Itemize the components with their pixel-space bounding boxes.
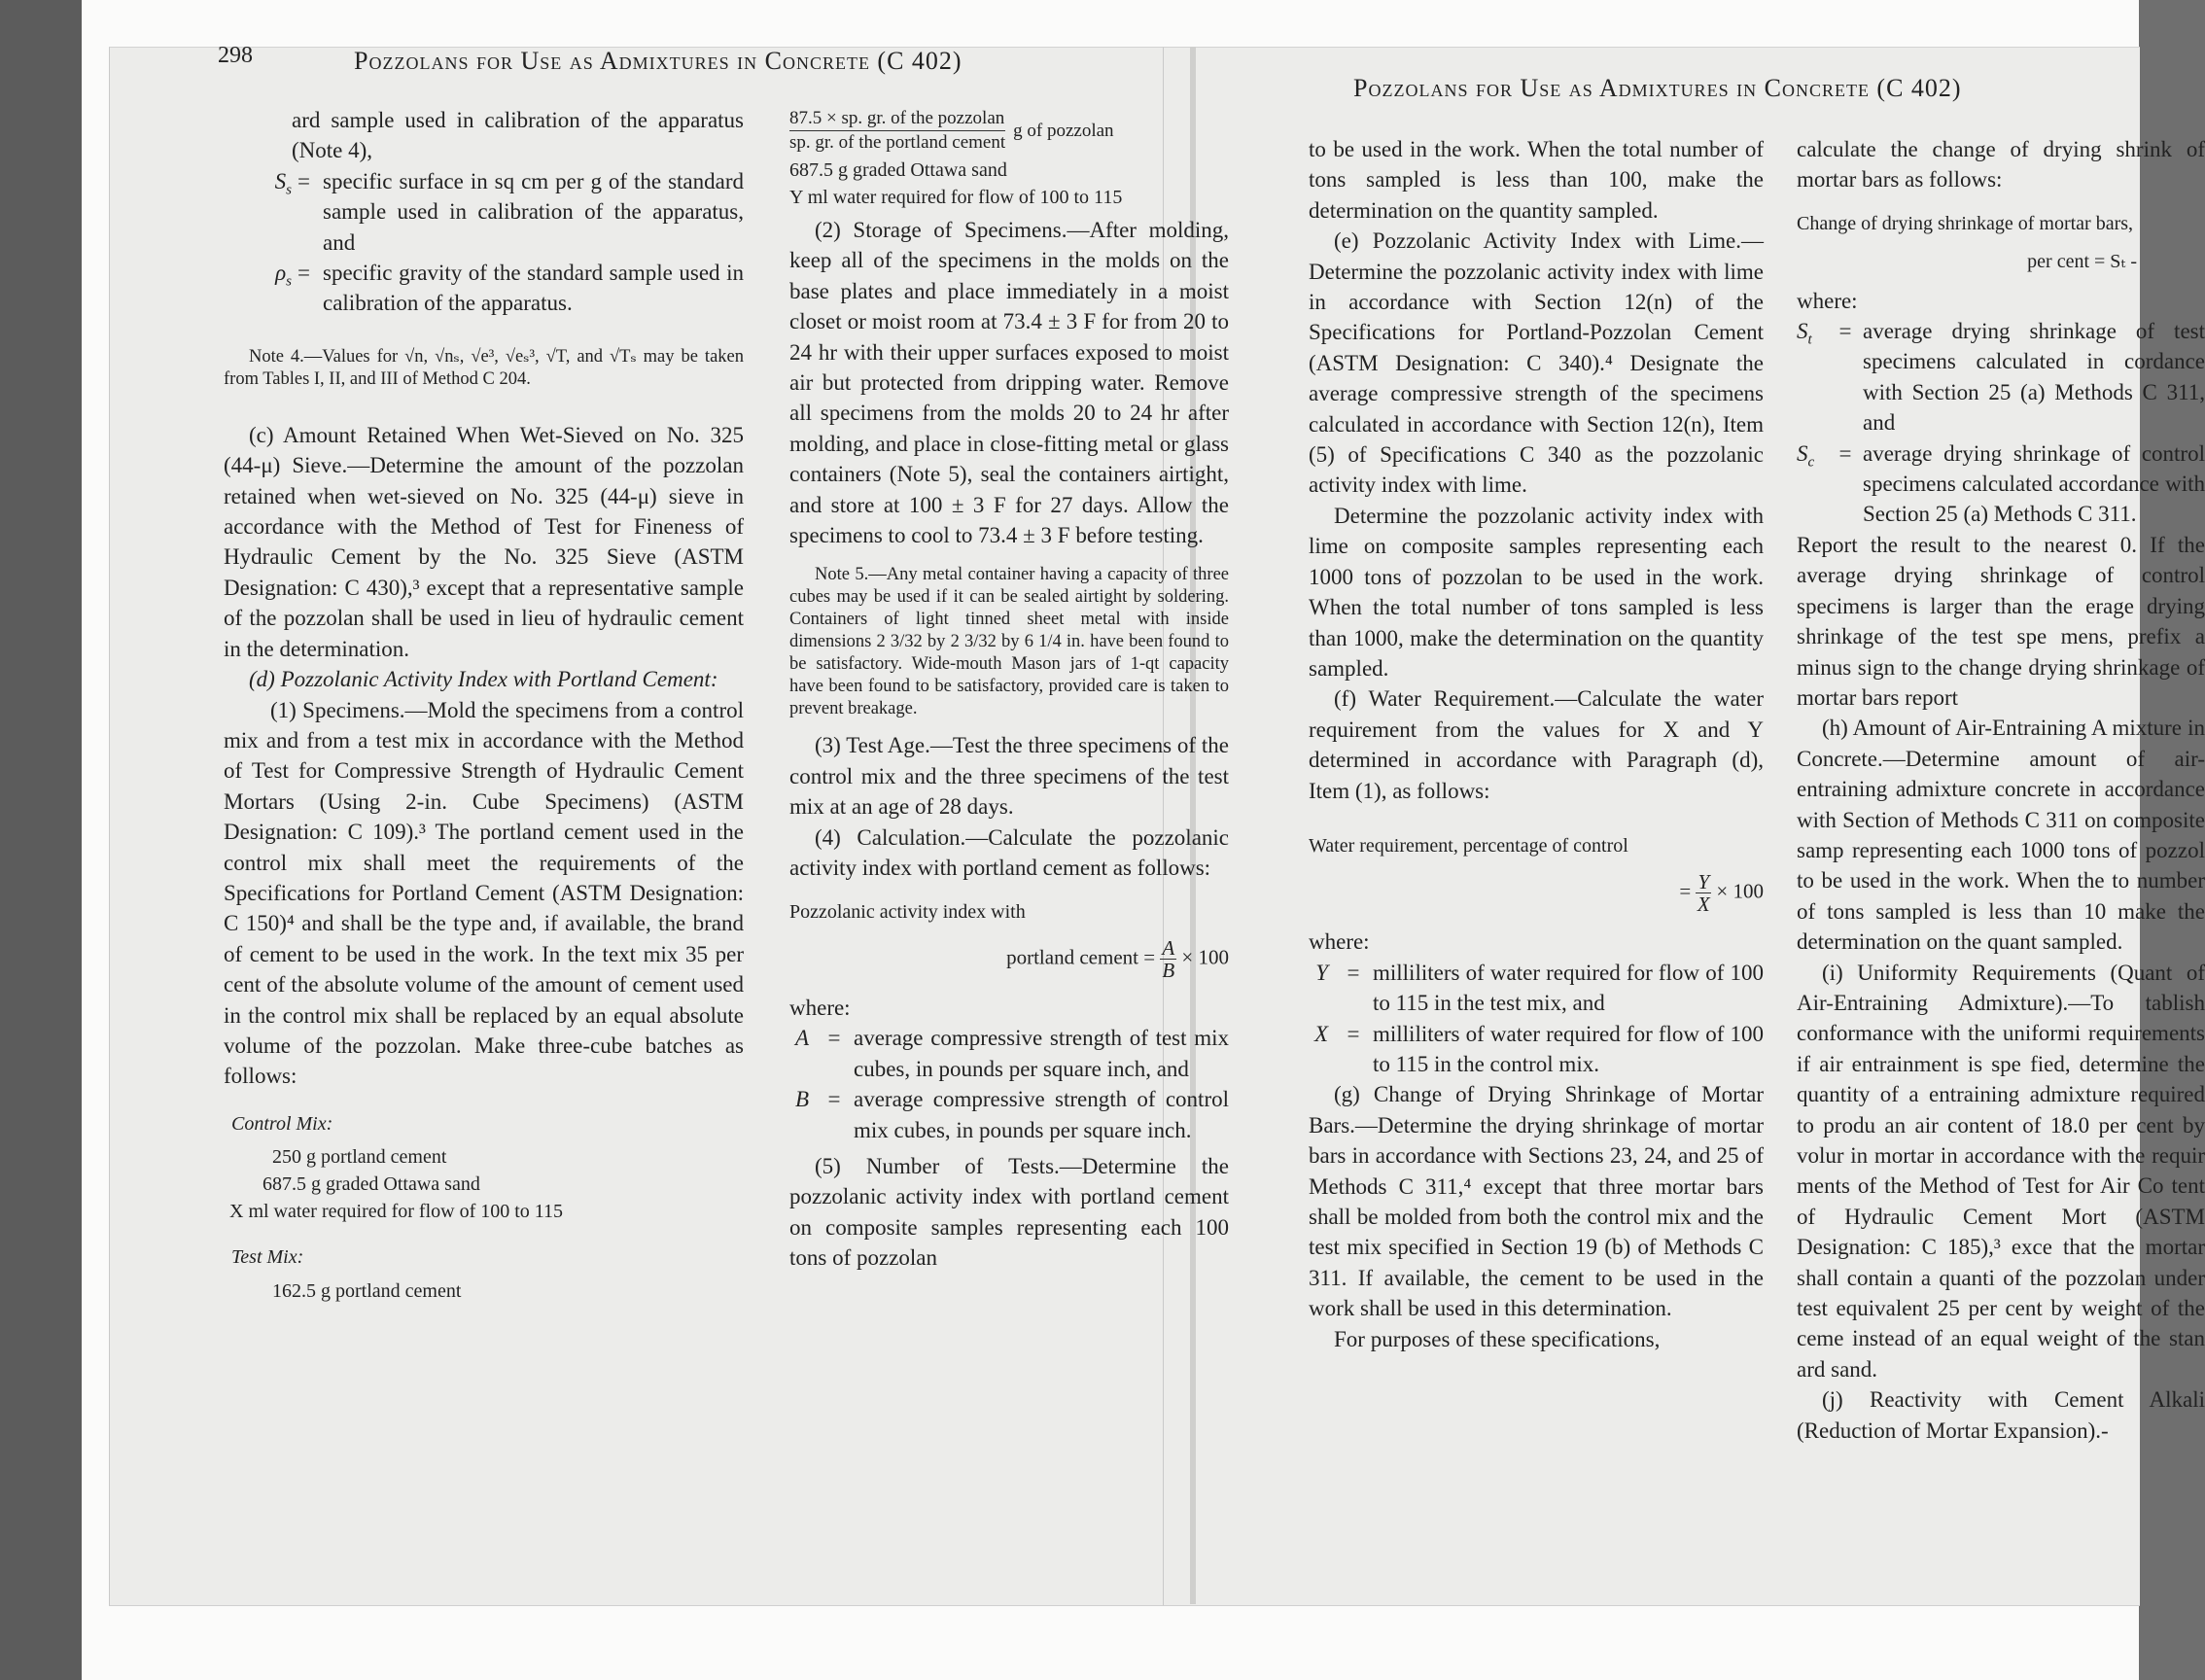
- section-c: (c) Amount Retained When Wet-Sieved on No. 325 (44-μ) Sieve.—Determine the amount of the pozzolan retained when wet-sieved on No. 325 (44-μ) sieve in accordance with the Method of Test for Fineness of Hydraulic Cement by the No. 325 Sieve (ASTM Designation: C 430),³ except that a representative sample of the pozzolan shall be used in lieu of hydraulic cement in the determination.: [224, 422, 744, 661]
- equals-sign: =: [1347, 960, 1360, 985]
- scanner-edge: [0, 0, 82, 1680]
- equals-sign: =: [1838, 319, 1852, 344]
- definition-text: milliliters of water required for flow of 100 to 115 in the control mix.: [1373, 1021, 1764, 1076]
- formula-label: Change of drying shrinkage of mortar bars,: [1797, 212, 2134, 234]
- fraction-numerator: Y: [1698, 870, 1710, 894]
- section-d-1: (1) Specimens.—Mold the specimens from a control mix and from a test mix in accordance with the Method of Test for Compressive Strength of Hydraulic Cement Mortars (Using 2-in. Cube Specimens) (ASTM Designation: C 109).³ The portland cement used in the control mix shall meet the requirements of the Specifications for Portland Cement (ASTM Designation: C 150)⁴ and shall be the type and, if available, the brand of cement to be used in the work. In the text mix 35 per cent of the absolute volume of the amount of cement used in the control mix shall be replaced by an equal absolute volume of the pozzolan. Make three-cube batches as follows:: [224, 697, 744, 1089]
- right-page-column-2-clip: [1797, 134, 2205, 1592]
- definition-sc: [1797, 438, 2205, 530]
- activity-index-formula: [789, 937, 1229, 981]
- test-mix-heading: Test Mix:: [231, 1246, 304, 1269]
- recipe-line: Y ml water required for flow of 100 to 115: [789, 187, 1123, 208]
- fraction: [1160, 937, 1176, 981]
- definition-text: average drying shrinkage of control specimens calculated accordance with Section 25 (a) Methods C 311.: [1863, 440, 2205, 527]
- equals-sign: =: [1347, 1021, 1360, 1046]
- section-j: (j) Reactivity with Cement Alkali (Reduction of Mortar Expansion).-: [1797, 1387, 2205, 1443]
- definition-y: [1309, 958, 1764, 1019]
- symbol: B: [794, 1087, 809, 1112]
- right-page-column-2: [1797, 134, 2205, 1446]
- definition-ss: [224, 166, 744, 258]
- symbol: $S_t$: [1797, 319, 1812, 348]
- definition-a: [789, 1023, 1229, 1084]
- symbol: $S_s$: [274, 168, 292, 198]
- section-g: (g) Change of Drying Shrinkage of Mortar Bars.—Determine the drying shrinkage of mortar bars in accordance with Sections 23, 24, and 25 of Methods C 311,⁴ except that three mortar bars shall be molded from both the control mix and the test mix specified in Section 19 (b) of Methods C 311. If available, the cement to be used in the work shall be used in this determination.: [1309, 1082, 1764, 1321]
- paragraph: ard sample used in calibration of the apparatus (Note 4),: [292, 108, 744, 163]
- section-i: (i) Uniformity Requirements (Quant of Air-Entraining Admixture).—To tablish conformance with the uniformi requirements if air entrainment is spe fied, determine the quantity of a entraining admixture required to produ an air content of 18.0 per cent by volur in mortar in accordance with the requir ments of the Method of Test for Air Co tent of Hydraulic Cement Mort (ASTM Designation: C 185),³ exce that the mortar shall contain a quanti of the pozzolan under test equivalent 25 per cent by weight of the ceme instead of an equal weight of the stan ard sand.: [1797, 960, 2205, 1382]
- section-d-3: (3) Test Age.—Test the three specimens of the control mix and the three specimens of the test mix at an age of 28 days.: [789, 733, 1229, 820]
- where-label: where:: [1309, 929, 1370, 955]
- definition-st: [1797, 316, 2205, 438]
- recipe-line: 250 g portland cement: [272, 1146, 447, 1169]
- symbol: A: [794, 1026, 809, 1051]
- paragraph: to be used in the work. When the total number of tons sampled is less than 100, make the determination on the quantity sampled.: [1309, 137, 1764, 223]
- fraction-denominator: sp. gr. of the portland cement: [789, 132, 1006, 153]
- note-4: Note 4.—Values for √n, √nₛ, √e³, √eₛ³, √T, and √Tₛ may be taken from Tables I, II, and III of Method C 204.: [224, 346, 744, 389]
- definition-text: milliliters of water required for flow of 100 to 115 in the test mix, and: [1373, 960, 1764, 1016]
- page-number: 298: [218, 43, 253, 68]
- paragraph: Determine the pozzolanic activity index with lime on composite samples representing each 1000 tons of pozzolan to be used in the work. When the total number of tons sampled is less than 1000, make the determination on the quantity sampled.: [1309, 503, 1764, 681]
- fraction-suffix: g of pozzolan: [1013, 120, 1114, 141]
- left-page-column-1: [224, 105, 744, 1305]
- symbol: X: [1313, 1021, 1328, 1046]
- symbol: $\rho_s$: [275, 261, 292, 290]
- definition-b: [789, 1084, 1229, 1145]
- fraction-numerator: 87.5 × sp. gr. of the pozzolan: [789, 107, 1005, 131]
- fraction-numerator: A: [1162, 935, 1175, 960]
- where-label: where:: [1797, 288, 1858, 313]
- water-requirement-formula: [1309, 871, 1764, 915]
- symbol: Y: [1315, 960, 1328, 985]
- symbol: $S_c$: [1797, 440, 1815, 471]
- definition-text: specific surface in sq cm per g of the standard sample used in calibration of the apparatus, and: [323, 168, 744, 255]
- scanned-spread: [82, 0, 2205, 1680]
- pozzolan-fraction: [789, 107, 1229, 155]
- paragraph: calculate the change of drying shrink of mortar bars as follows:: [1797, 137, 2205, 192]
- definition-text: average drying shrinkage of test specimens calculated in cordance with Section 25 (a) Methods C 311, and: [1863, 319, 2205, 436]
- definition-rho: [224, 258, 744, 319]
- section-d-5: (5) Number of Tests.—Determine the pozzolanic activity index with portland cement on composite samples representing each 100 tons of pozzolan: [789, 1153, 1229, 1271]
- section-d-heading: (d) Pozzolanic Activity Index with Portland Cement:: [249, 667, 718, 692]
- paragraph: Report the result to the nearest 0. If the average drying shrinkage of control specimens is larger than the erage drying shrinkage of the test spe mens, prefix a minus sign to the change drying shrinkage of mortar bars report: [1797, 532, 2205, 710]
- paragraph: For purposes of these specifications,: [1334, 1326, 1661, 1351]
- equals-sign: =: [827, 1026, 841, 1051]
- left-page-column-2: [789, 107, 1229, 1274]
- section-d-2: (2) Storage of Specimens.—After molding, keep all of the specimens in the molds on the base plates and place immediately in a moist closet or moist room at 73.4 ± 3 F for from 20 to 24 hr with their upper surfaces exposed to moist air but protected from dripping water. Remove all specimens from the molds 20 to 24 hr after molding, and place in close-fitting metal or glass containers (Note 5), seal the containers airtight, and store at 100 ± 3 F for 27 days. Allow the specimens to cool to 73.4 ± 3 F before testing.: [789, 218, 1229, 548]
- where-label: where:: [789, 995, 851, 1020]
- fraction-denominator: B: [1162, 958, 1175, 982]
- recipe-line: 162.5 g portland cement: [272, 1279, 462, 1302]
- recipe-line: X ml water required for flow of 100 to 115: [229, 1201, 564, 1223]
- fraction: [1696, 871, 1711, 915]
- formula-rhs: per cent = Sₜ -: [2027, 251, 2137, 273]
- left-running-header: Pozzolans for Use as Admixtures in Concrete (C 402): [354, 47, 962, 75]
- fraction-denominator: X: [1697, 892, 1710, 917]
- recipe-line: 687.5 g graded Ottawa sand: [262, 1173, 480, 1196]
- equals-sign: =: [298, 168, 310, 193]
- formula-equals: =: [1679, 879, 1692, 903]
- recipe-line: 687.5 g graded Ottawa sand: [789, 159, 1007, 181]
- formula-multiplier: × 100: [1716, 879, 1764, 903]
- definition-text: average compressive strength of control mix cubes, in pounds per square inch.: [854, 1087, 1229, 1142]
- definition-text: average compressive strength of test mix cubes, in pounds per square inch, and: [854, 1026, 1229, 1081]
- definition-text: specific gravity of the standard sample used in calibration of the apparatus.: [323, 261, 744, 316]
- control-mix-heading: Control Mix:: [231, 1112, 333, 1135]
- section-d-4: (4) Calculation.—Calculate the pozzolanic activity index with portland cement as follows:: [789, 824, 1229, 881]
- section-e: (e) Pozzolanic Activity Index with Lime.—Determine the pozzolanic activity index with lime in accordance with Section 12(n) of the Specifications for Portland-Pozzolan Cement (ASTM Designation: C 340).⁴ Designate the average compressive strength of the specimens calculated in accordance with Section 12(n), Item (5) of Specifications C 340 as the pozzolanic activity index with lime.: [1309, 228, 1764, 498]
- note-5: Note 5.—Any metal container having a capacity of three cubes may be used if it can be sealed airtight by soldering. Containers of light tinned sheet metal with inside dimensions 2 3/32 by 2 3/32 by 6 1/4 in. have been found to be satisfactory. Wide-mouth Mason jars of 1-qt capacity have been found to be satisfactory, provided care is taken to prevent breakage.: [789, 565, 1229, 719]
- equals-sign: =: [1838, 440, 1852, 466]
- formula-label: Pozzolanic activity index with: [789, 900, 1026, 923]
- section-f: (f) Water Requirement.—Calculate the water requirement from the values for X and Y determined in accordance with Paragraph (d), Item (1), as follows:: [1309, 686, 1764, 803]
- equals-sign: =: [827, 1087, 841, 1112]
- formula-label: Water requirement, percentage of control: [1309, 834, 1628, 857]
- right-page-column-1: [1309, 134, 1764, 1354]
- section-h: (h) Amount of Air-Entraining A mixture in Concrete.—Determine amount of air-entraining admixture concrete in accordance with Section of Methods C 311 on composite samp representing each 1000 tons of pozzol to be used in the work. When the to number of tons sampled is less than 10 make the determination on the quant sampled.: [1797, 716, 2205, 955]
- formula-multiplier: × 100: [1181, 945, 1229, 969]
- definition-x: [1309, 1019, 1764, 1080]
- right-running-header: Pozzolans for Use as Admixtures in Concrete (C 402): [1353, 74, 1962, 102]
- equals-sign: =: [298, 261, 310, 286]
- formula-lhs: portland cement =: [1006, 945, 1156, 969]
